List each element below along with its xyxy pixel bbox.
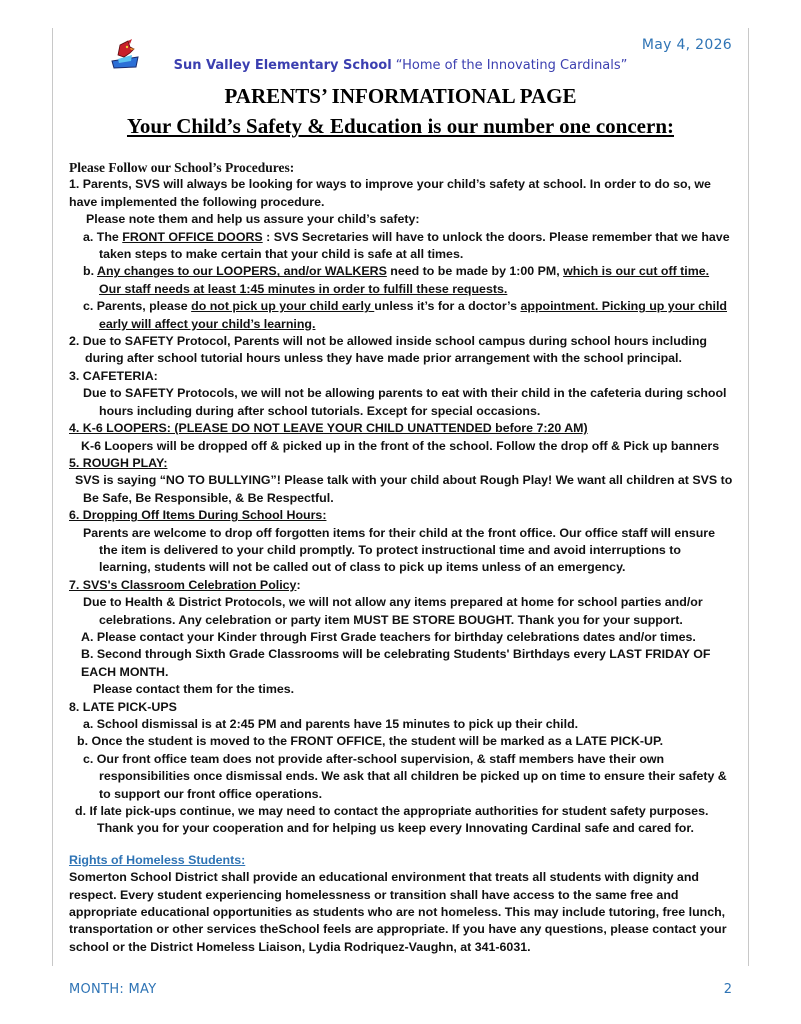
section-8-item-b: b. Once the student is moved to the FRONT OFFICE, the student will be marked as a LATE PICK-UP. [77,734,664,749]
right-margin-rule [748,28,749,966]
section-5-heading: 5. ROUGH PLAY: [69,455,168,470]
footer-month: MONTH: MAY [69,982,157,997]
school-header [0,58,801,73]
section-6-heading: 6. Dropping Off Items During School Hours: [69,508,327,523]
section-1-note: Please note them and help us assure your child’s safety: [86,212,420,227]
section-1-item-c [69,298,733,333]
procedures-heading: Please Follow our School’s Procedures: [69,160,295,175]
section-7-item-a: A. Please contact your Kinder through First Grade teachers for birthday celebrations dates and/or times. [81,629,696,644]
page-number: 2 [723,982,732,997]
item-b-prefix: b. [83,264,97,279]
section-8-item-d: d. If late pick-ups continue, we may need to contact the appropriate authorities for student safety purposes. [75,804,709,819]
section-8-item-a: a. School dismissal is at 2:45 PM and parents have 15 minutes to pick up their child. [83,717,579,731]
section-7-text: Due to Health & District Protocols, we will not allow any items prepared at home for school parties and/or celebrations. Any celebration or party item MUST BE STORE BOUGHT. Thank you for your support. [83,595,703,627]
rights-link[interactable]: Rights of Homeless Students: [69,852,246,867]
section-7-item-b: B. Second through Sixth Grade Classrooms will be celebrating Students' Birthdays every LAST FRIDAY OF EACH MONTH. [81,647,711,679]
left-margin-rule [52,28,53,966]
section-1-text: 1. Parents, SVS will always be looking for ways to improve your child’s safety at school. In order to do so, we have implemented the following procedure. [69,177,711,209]
section-8-heading: 8. LATE PICK-UPS [69,699,177,714]
page-date: May 4, 2026 [641,37,732,53]
item-c-text: unless it’s for a doctor’s [374,299,521,314]
section-3-text: Due to SAFETY Protocols, we will not be allowing parents to eat with their child in the cafeteria during school hours including during after school tutorials. Except for special occasions. [83,386,727,418]
section-1-item-b [69,263,733,298]
appointment-text: appointment. Picking up your child early will affect your child’s learning. [99,299,728,331]
front-office-doors-text: FRONT OFFICE DOORS [122,229,263,244]
section-8-item-c: c. Our front office team does not provide after-school supervision, & staff members have their own responsibilities once dismissal ends. We ask that all children be picked up on time to ensure their safety & to support our front office operations. [83,751,727,801]
item-a-prefix: a. The [83,229,123,244]
section-4-heading: 4. K-6 LOOPERS: (PLEASE DO NOT LEAVE YOUR CHILD UNATTENDED before 7:20 AM) [69,421,588,436]
rights-text: Somerton School District shall provide an educational environment that treats all students with dignity and respect. Every student experiencing homelessness or transition shall have access to the same free and appropriate educational opportunities as students who are not homeless. This may include tutoring, free lunch, transportation or other services theSchool feels are appropriate. If you have any questions, please contact your school or the District Homeless Liaison, Lydia Rodriquez-Vaughn, at 341-6031. [69,870,727,954]
school-motto: “Home of the Innovating Cardinals” [395,58,628,73]
page-title: PARENTS’ INFORMATIONAL PAGE [224,84,577,108]
section-7-contact: Please contact them for the times. [93,682,295,697]
section-6-text: Parents are welcome to drop off forgotten items for their child at the front office. Our office staff will ensure the item is delivered to your child promptly. To protect instructional time and avoid interruptions to learning, students will not be called out of class to pick up items unless of an emergency. [83,525,716,575]
heading-colon: : [296,577,301,592]
section-8-thanks: Thank you for your cooperation and for helping us keep every Innovating Cardinal safe and cared for. [97,821,694,836]
item-a-text: : SVS Secretaries will have to unlock the doors. Please remember that we have taken steps to make certain that your child is safe at all times. [99,229,730,262]
section-3-heading: 3. CAFETERIA: [69,368,158,383]
main-content [69,159,733,956]
no-early-pickup-text: do not pick up your child early [191,299,375,314]
section-7-heading [69,577,733,594]
section-2-text: 2. Due to SAFETY Protocol, Parents will not be allowed inside school campus during school hours including during after school tutorial hours unless they have made prior arrangement with the school principal. [69,334,707,366]
celebration-policy-title: 7. SVS's Classroom Celebration Policy [69,577,297,592]
item-b-text: need to be made by 1:00 PM, [386,264,564,279]
section-4-text: K-6 Loopers will be dropped off & picked up in the front of the school. Follow the drop off & Pick up banners [81,438,720,453]
section-5-text: SVS is saying “NO TO BULLYING”! Please talk with your child about Rough Play! We want all children at SVS to Be Safe, Be Responsible, & Be Respectful. [75,473,733,505]
cutoff-time-text: which is our cut off time. Our staff needs at least 1:45 minutes in order to fulfill these requests. [99,264,710,296]
item-c-prefix: c. Parents, please [83,299,192,314]
section-1-item-a [69,229,733,264]
loopers-changes-text: Any changes to our LOOPERS, and/or WALKERS [97,264,387,279]
page-subtitle: Your Child’s Safety & Education is our number one concern: [126,114,674,138]
school-name: Sun Valley Elementary School [173,58,392,73]
